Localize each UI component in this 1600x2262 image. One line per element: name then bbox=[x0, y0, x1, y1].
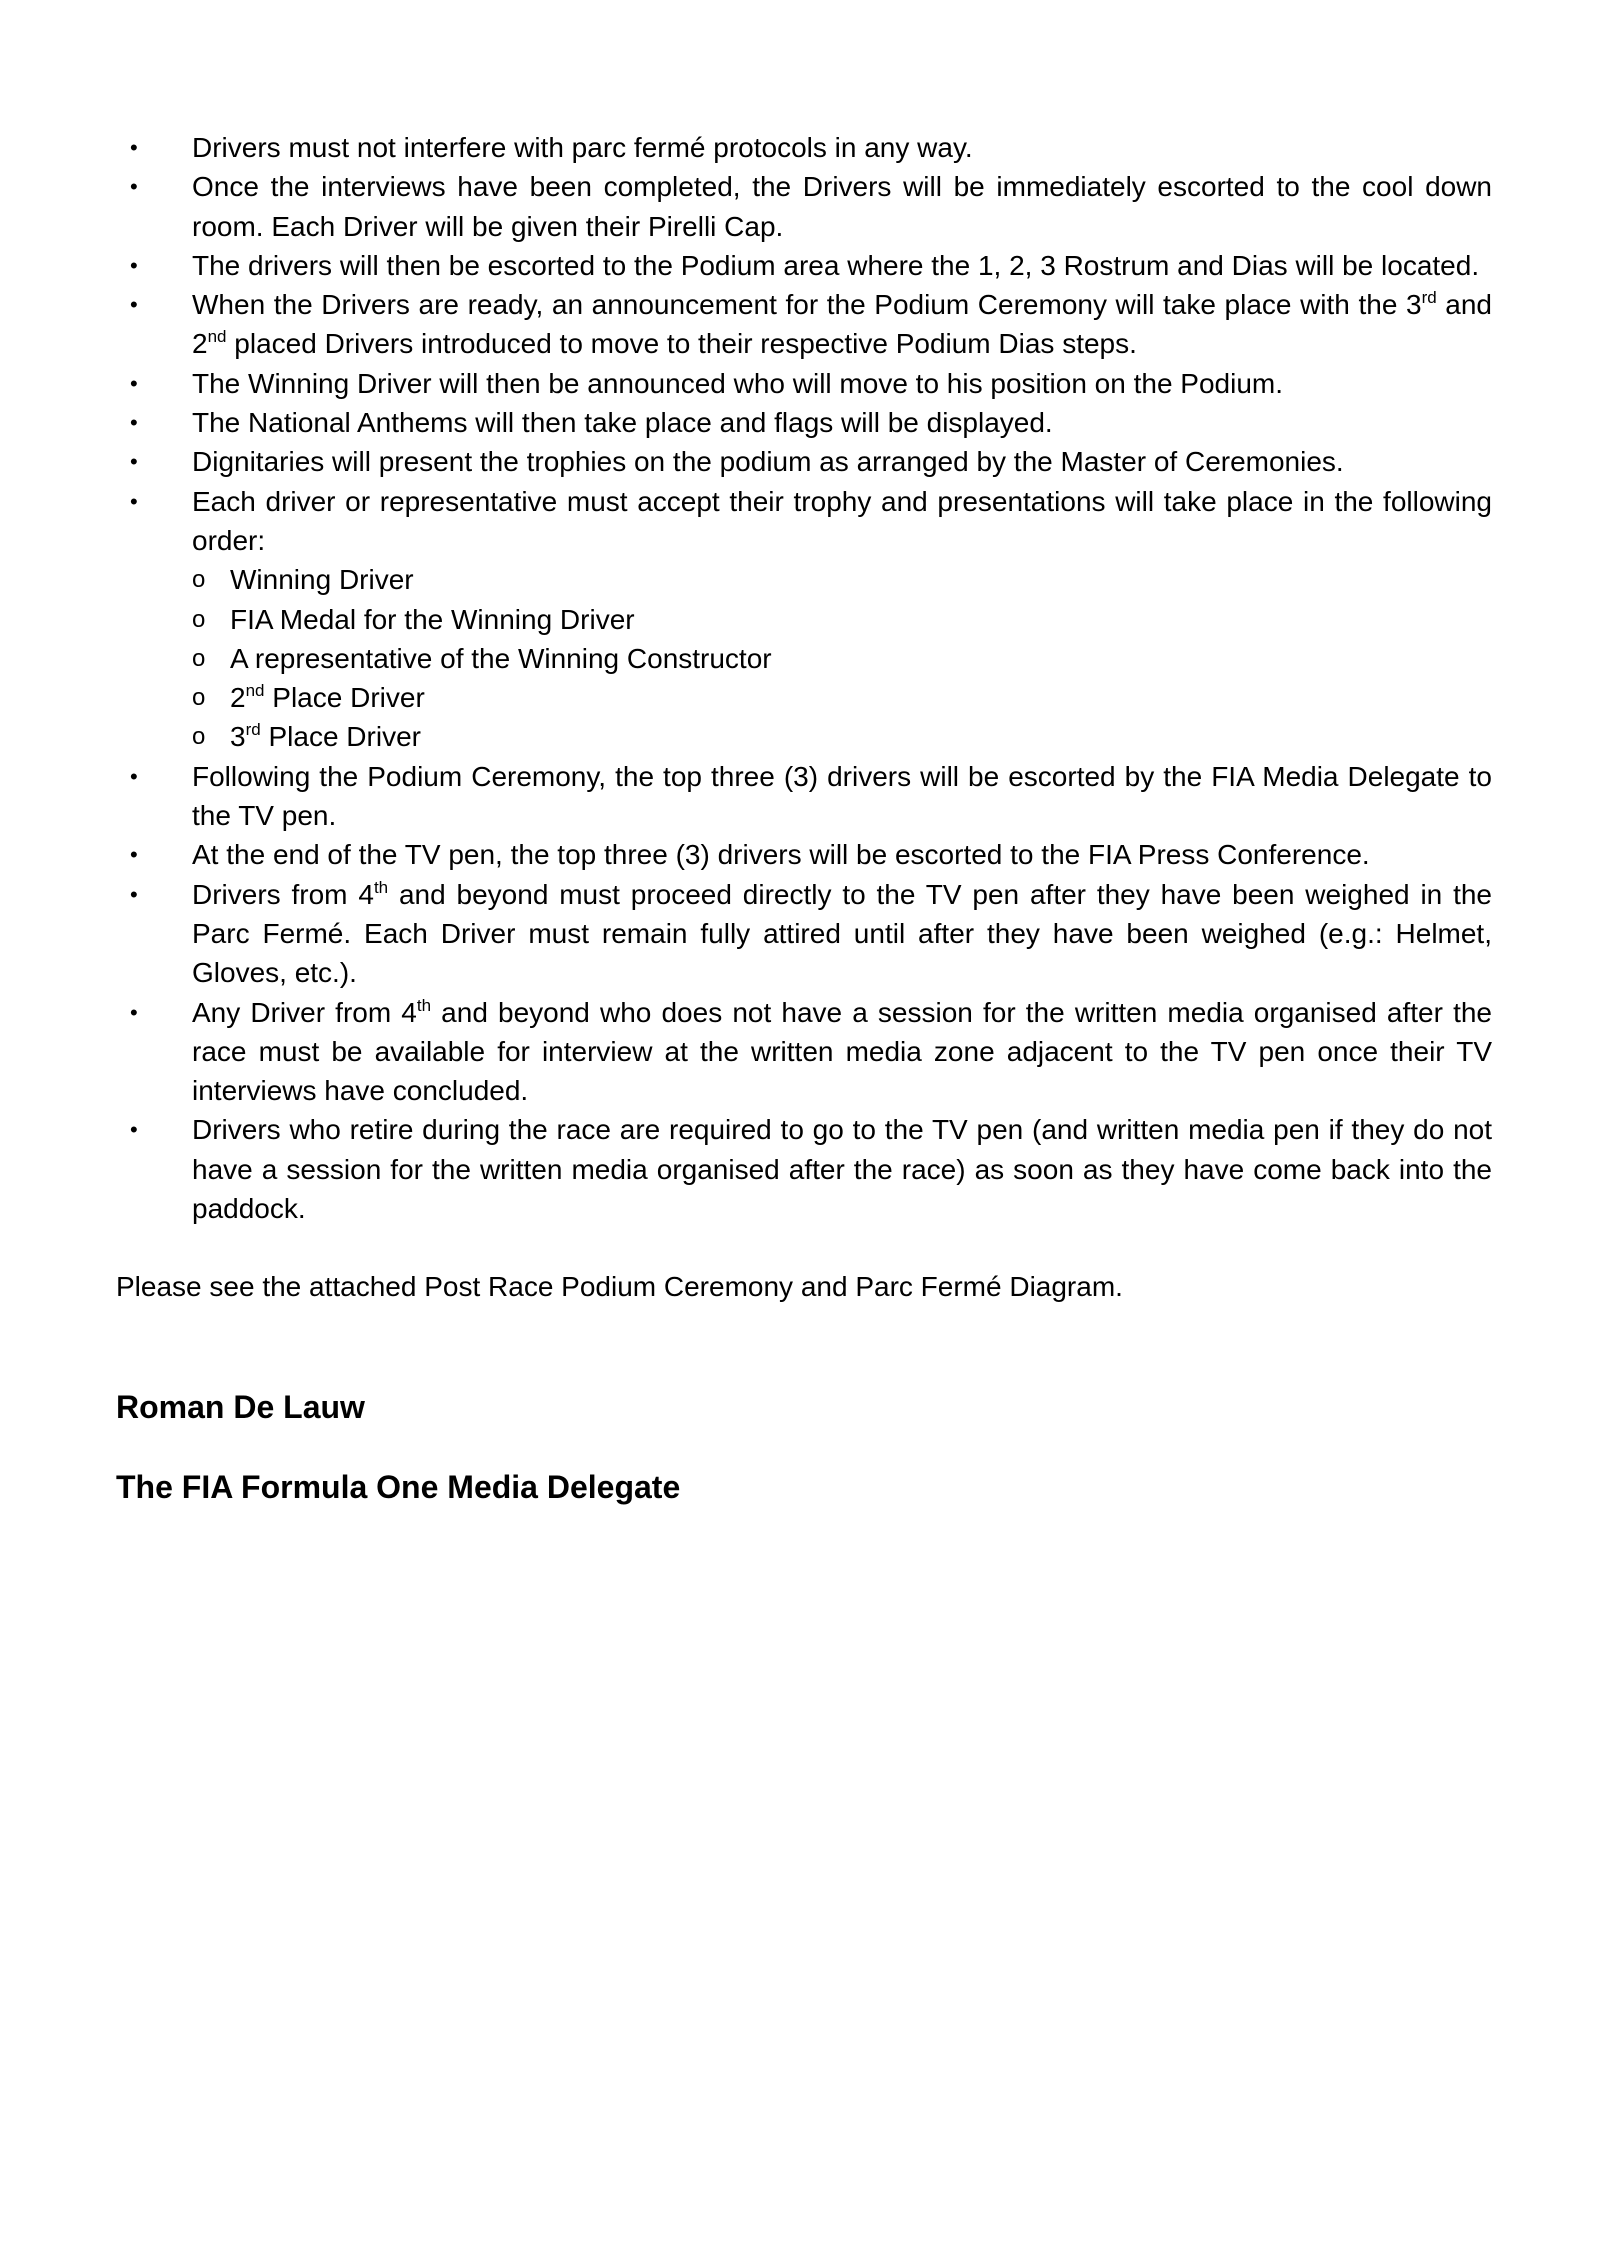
sub-list-item: o Winning Driver bbox=[192, 560, 1492, 599]
bullet-icon: • bbox=[130, 842, 138, 868]
list-item: • The National Anthems will then take place and flags will be displayed. bbox=[116, 403, 1492, 442]
sub-list-item: o 2nd Place Driver bbox=[192, 678, 1492, 717]
list-item: • The drivers will then be escorted to the Podium area where the 1, 2, 3 Rostrum and Dias will be located. bbox=[116, 246, 1492, 285]
list-item: • At the end of the TV pen, the top three (3) drivers will be escorted to the FIA Press Conference. bbox=[116, 835, 1492, 874]
list-item: • Drivers must not interfere with parc fermé protocols in any way. bbox=[116, 128, 1492, 167]
sub-list-item: o 3rd Place Driver bbox=[192, 717, 1492, 756]
bullet-icon: • bbox=[130, 292, 138, 318]
sub-list-item: o FIA Medal for the Winning Driver bbox=[192, 600, 1492, 639]
bullet-icon: • bbox=[130, 999, 138, 1025]
list-item: • Once the interviews have been completed, the Drivers will be immediately escorted to the cool down room. Each Driver will be given their Pirelli Cap. bbox=[116, 167, 1492, 246]
bullet-icon: • bbox=[130, 488, 138, 514]
list-item: • Following the Podium Ceremony, the top three (3) drivers will be escorted by the FIA Media Delegate to the TV pen. bbox=[116, 757, 1492, 836]
bullet-icon: • bbox=[130, 449, 138, 475]
bullet-icon: • bbox=[130, 135, 138, 160]
procedure-list bbox=[116, 128, 1492, 1228]
diagram-note: Please see the attached Post Race Podium Ceremony and Parc Fermé Diagram. bbox=[116, 1271, 1123, 1303]
list-item: • Drivers from 4th and beyond must proceed directly to the TV pen after they have been weighed in the Parc Fermé. Each Driver must remain fully attired until after they have been weighed (e.g.: Helmet, Gloves, etc.). bbox=[116, 875, 1492, 993]
bullet-icon: • bbox=[130, 881, 138, 907]
signatory-title: The FIA Formula One Media Delegate bbox=[116, 1468, 681, 1505]
bullet-icon: • bbox=[130, 370, 138, 396]
circle-bullet-icon: o bbox=[192, 723, 206, 751]
circle-bullet-icon: o bbox=[192, 566, 206, 594]
bullet-icon: • bbox=[130, 410, 138, 436]
bullet-icon: • bbox=[130, 252, 138, 278]
list-item: • The Winning Driver will then be announced who will move to his position on the Podium. bbox=[116, 364, 1492, 403]
list-item: • Drivers who retire during the race are required to go to the TV pen (and written media pen if they do not have a session for the written media organised after the race) as soon as they have come back into the paddock. bbox=[116, 1110, 1492, 1228]
list-item: • Each driver or representative must accept their trophy and presentations will take place in the following order: o Winning Driver o FIA Medal for the Winning Driver o A representative of the Winning Constructor o 2nd Place Driver o 3rd Place Driver bbox=[116, 482, 1492, 757]
bullet-icon: • bbox=[130, 174, 138, 200]
list-item: • When the Drivers are ready, an announcement for the Podium Ceremony will take place with the 3rd and 2nd placed Drivers introduced to move to their respective Podium Dias steps. bbox=[116, 285, 1492, 364]
signatory-name: Roman De Lauw bbox=[116, 1388, 365, 1425]
document-page bbox=[116, 128, 1492, 1507]
bullet-icon: • bbox=[130, 763, 138, 789]
list-item: • Dignitaries will present the trophies on the podium as arranged by the Master of Ceremonies. bbox=[116, 442, 1492, 481]
circle-bullet-icon: o bbox=[192, 644, 206, 672]
circle-bullet-icon: o bbox=[192, 605, 206, 633]
sub-list-item: o A representative of the Winning Constructor bbox=[192, 639, 1492, 678]
presentation-order-list bbox=[192, 560, 1492, 756]
list-item: • Any Driver from 4th and beyond who does not have a session for the written media organised after the race must be available for interview at the written media zone adjacent to the TV pen once their TV interviews have concluded. bbox=[116, 993, 1492, 1111]
circle-bullet-icon: o bbox=[192, 684, 206, 712]
bullet-icon: • bbox=[130, 1117, 138, 1143]
